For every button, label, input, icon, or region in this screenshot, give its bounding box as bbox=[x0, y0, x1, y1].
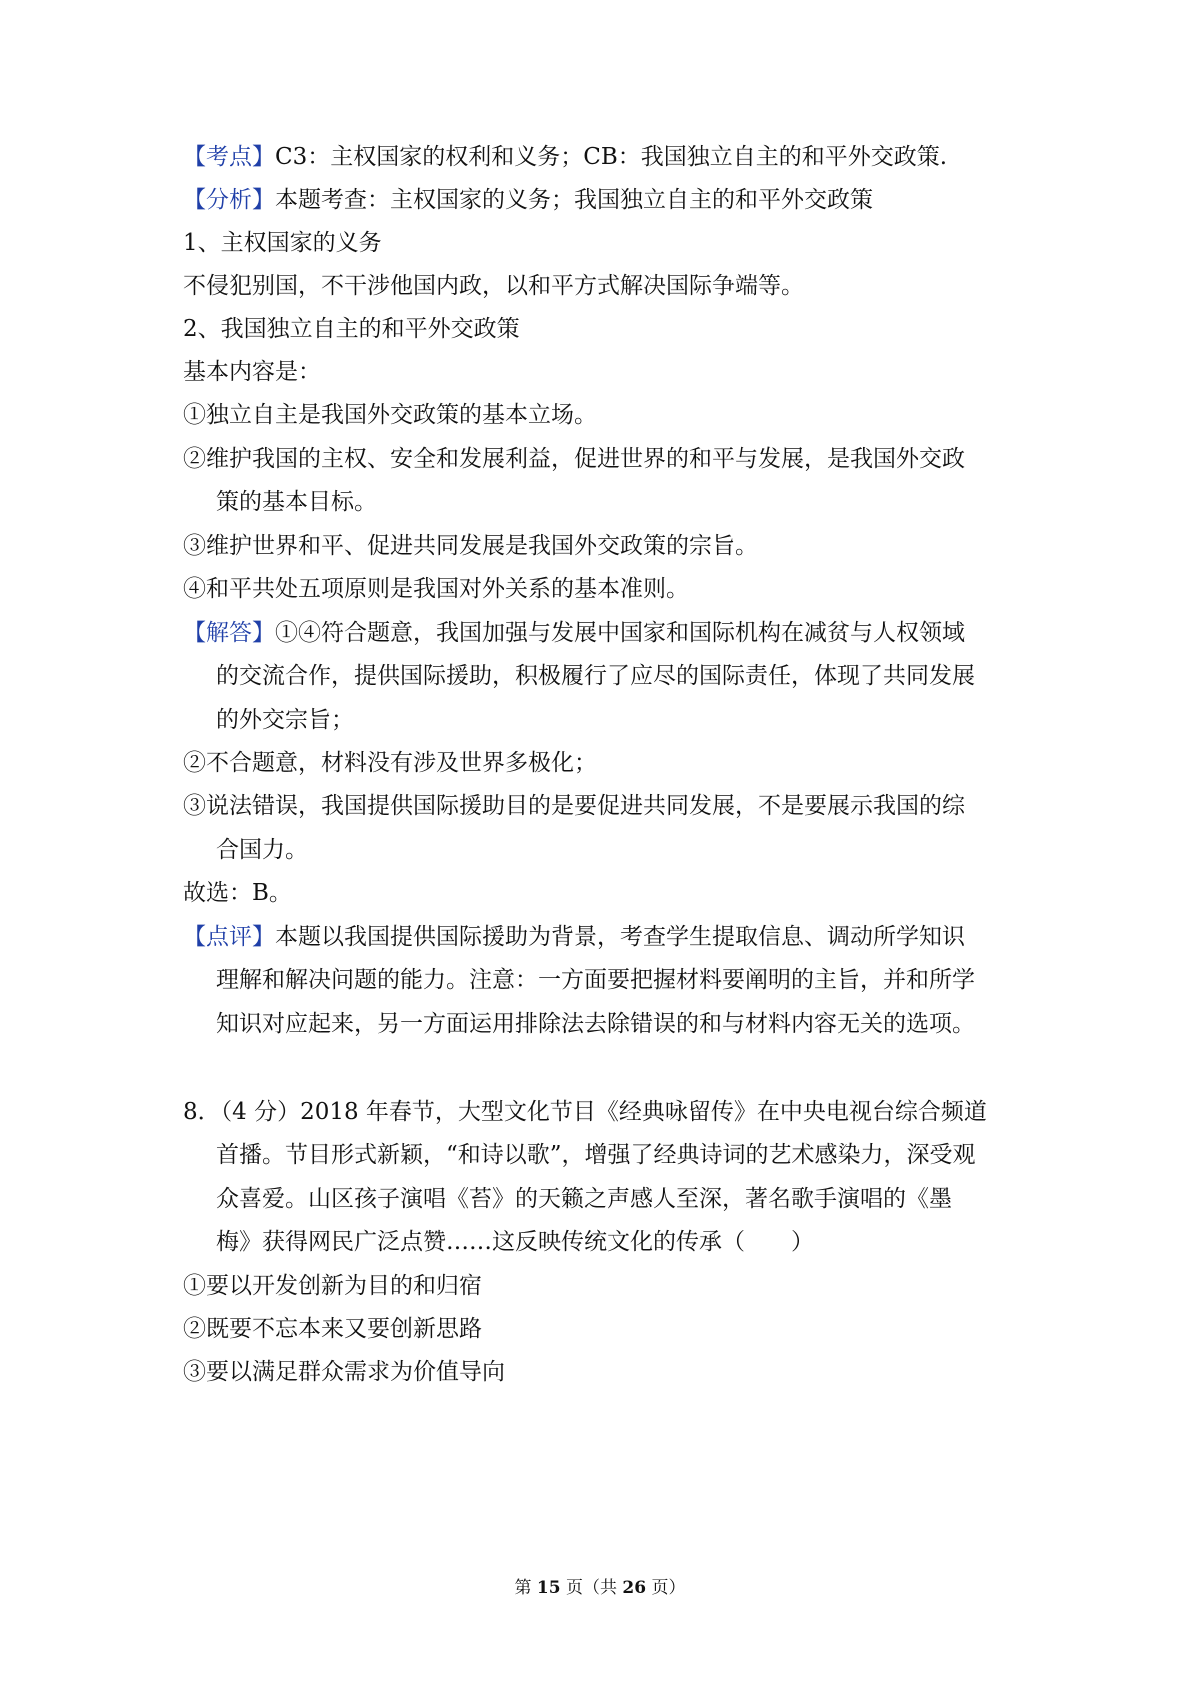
kaodian-tag: 【考点】 bbox=[183, 144, 275, 170]
policy-point: ②维护我国的主权、安全和发展利益，促进世界的和平与发展，是我国外交政 bbox=[183, 446, 965, 472]
fenxi-text: 本题考查：主权国家的义务；我国独立自主的和平外交政策 bbox=[275, 187, 873, 213]
item1-body: 不侵犯别国，不干涉他国内政，以和平方式解决国际争端等。 bbox=[183, 273, 804, 299]
item2-intro: 基本内容是： bbox=[183, 359, 321, 385]
answer-line bbox=[183, 618, 1033, 648]
footer-total-pages: 26 bbox=[622, 1578, 647, 1598]
policy-point: ③维护世界和平、促进共同发展是我国外交政策的宗旨。 bbox=[183, 533, 758, 559]
answer-line-cont: 的外交宗旨； bbox=[216, 707, 354, 733]
question8-stem-cont: 众喜爱。山区孩子演唱《苔》的天籁之声感人至深，著名歌手演唱的《墨 bbox=[216, 1186, 952, 1212]
footer-middle: 页（共 bbox=[560, 1578, 623, 1598]
footer-suffix: 页） bbox=[646, 1578, 686, 1598]
question8-stem-cont: 梅》获得网民广泛点赞……这反映传统文化的传承（ ） bbox=[216, 1229, 814, 1255]
kaodian-line bbox=[183, 142, 1033, 172]
question8-stem-cont: 首播。节目形式新颖，“和诗以歌”，增强了经典诗词的艺术感染力，深受观 bbox=[216, 1142, 976, 1168]
item2-title: 2、我国独立自主的和平外交政策 bbox=[183, 316, 520, 342]
fenxi-tag: 【分析】 bbox=[183, 187, 275, 213]
review-line-cont: 知识对应起来，另一方面运用排除法去除错误的和与材料内容无关的选项。 bbox=[216, 1011, 975, 1037]
item1-title: 1、主权国家的义务 bbox=[183, 230, 382, 256]
review-line-cont: 理解和解决问题的能力。注意：一方面要把握材料要阐明的主旨，并和所学 bbox=[216, 967, 975, 993]
answer-text: ①④符合题意，我国加强与发展中国家和国际机构在减贫与人权领域 bbox=[275, 620, 965, 646]
question8-option: ②既要不忘本来又要创新思路 bbox=[183, 1316, 482, 1342]
answer-line-cont: 的交流合作，提供国际援助，积极履行了应尽的国际责任，体现了共同发展 bbox=[216, 663, 975, 689]
policy-point: ④和平共处五项原则是我国对外关系的基本准则。 bbox=[183, 576, 689, 602]
answer-line-cont: 合国力。 bbox=[216, 837, 308, 863]
answer-choice: 故选：B。 bbox=[183, 880, 292, 906]
answer-line: ②不合题意，材料没有涉及世界多极化； bbox=[183, 750, 597, 776]
kaodian-text: C3：主权国家的权利和义务；CB：我国独立自主的和平外交政策. bbox=[275, 144, 948, 170]
footer-current-page: 15 bbox=[536, 1578, 561, 1598]
footer-prefix: 第 bbox=[514, 1578, 537, 1598]
question8-stem: 8．（4 分）2018 年春节，大型文化节目《经典咏留传》在中央电视台综合频道 bbox=[183, 1099, 987, 1125]
answer-tag: 【解答】 bbox=[183, 620, 275, 646]
answer-line: ③说法错误，我国提供国际援助目的是要促进共同发展，不是要展示我国的综 bbox=[183, 793, 965, 819]
page-footer bbox=[0, 1576, 1200, 1600]
fenxi-line bbox=[183, 185, 1033, 215]
question8-option: ①要以开发创新为目的和归宿 bbox=[183, 1273, 482, 1299]
policy-point-cont: 策的基本目标。 bbox=[216, 489, 377, 515]
review-tag: 【点评】 bbox=[183, 924, 275, 950]
review-text: 本题以我国提供国际援助为背景，考查学生提取信息、调动所学知识 bbox=[275, 924, 965, 950]
policy-point: ①独立自主是我国外交政策的基本立场。 bbox=[183, 402, 597, 428]
review-line bbox=[183, 922, 1033, 952]
question8-option: ③要以满足群众需求为价值导向 bbox=[183, 1359, 505, 1385]
